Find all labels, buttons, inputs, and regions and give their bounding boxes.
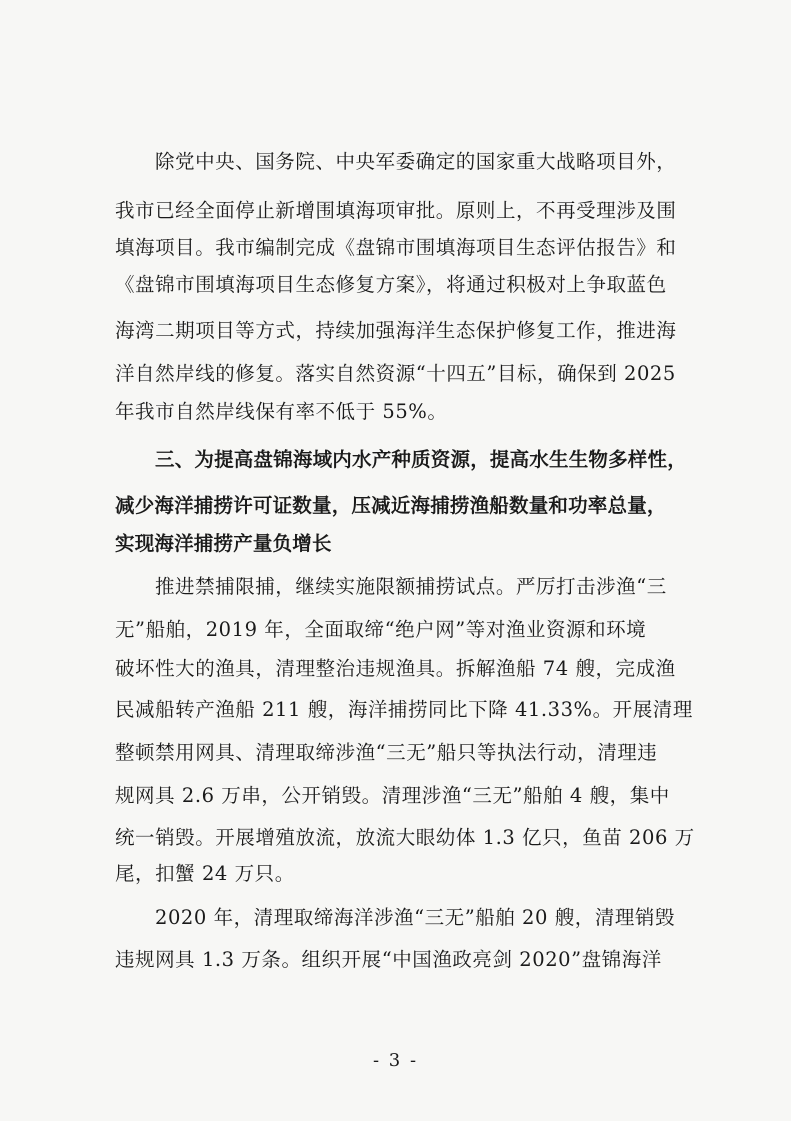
paragraph-line: 无”船舶，2019 年，全面取缔“绝户网”等对渔业资源和环境 [115,618,647,641]
paragraph-line: 《盘锦市围填海项目生态修复方案》，将通过积极对上争取蓝色 [115,273,667,296]
paragraph-line: 规网具 2.6 万串，公开销毁。清理涉渔“三无”船舶 4 艘，集中 [115,784,670,807]
paragraph-line: 统一销毁。开展增殖放流，放流大眼幼体 1.3 亿只，鱼苗 206 万 [115,826,695,849]
paragraph-line: 填海项目。我市编制完成《盘锦市围填海项目生态评估报告》和 [115,236,677,259]
page-number: - 3 - [372,1050,419,1071]
paragraph-line: 2020 年，清理取缔海洋涉渔“三无”船舶 20 艘，清理销毁 [155,906,676,929]
section-heading-line: 实现海洋捕捞产量负增长 [115,532,332,555]
paragraph-line: 洋自然岸线的修复。落实自然资源“十四五”目标，确保到 2025 [115,362,676,385]
section-heading-line: 减少海洋捕捞许可证数量，压减近海捕捞渔船数量和功率总量， [115,494,667,517]
paragraph-line: 海湾二期项目等方式，持续加强海洋生态保护修复工作，推进海 [115,319,677,342]
paragraph-line: 民减船转产渔船 211 艘，海洋捕捞同比下降 41.33%。开展清理 [115,698,693,721]
paragraph-line: 破坏性大的渔具，清理整治违规渔具。拆解渔船 74 艘，完成渔 [115,657,676,680]
section-heading-line: 三、为提高盘锦海域内水产种质资源，提高水生生物多样性， [155,448,687,471]
paragraph-line: 尾，扣蟹 24 万只。 [115,862,295,885]
paragraph-line: 推进禁捕限捕，继续实施限额捕捞试点。严厉打击涉渔“三 [155,575,667,598]
paragraph-line: 我市已经全面停止新增围填海项审批。原则上，不再受理涉及围 [115,199,677,222]
paragraph-line: 除党中央、国务院、中央军委确定的国家重大战略项目外， [155,150,677,173]
paragraph-line: 年我市自然岸线保有率不低于 55%。 [115,400,448,423]
paragraph-line: 整顿禁用网具、清理取缔涉渔“三无”船只等执法行动，清理违 [115,741,658,764]
paragraph-line: 违规网具 1.3 万条。组织开展“中国渔政亮剑 2020”盘锦海洋 [115,948,662,971]
